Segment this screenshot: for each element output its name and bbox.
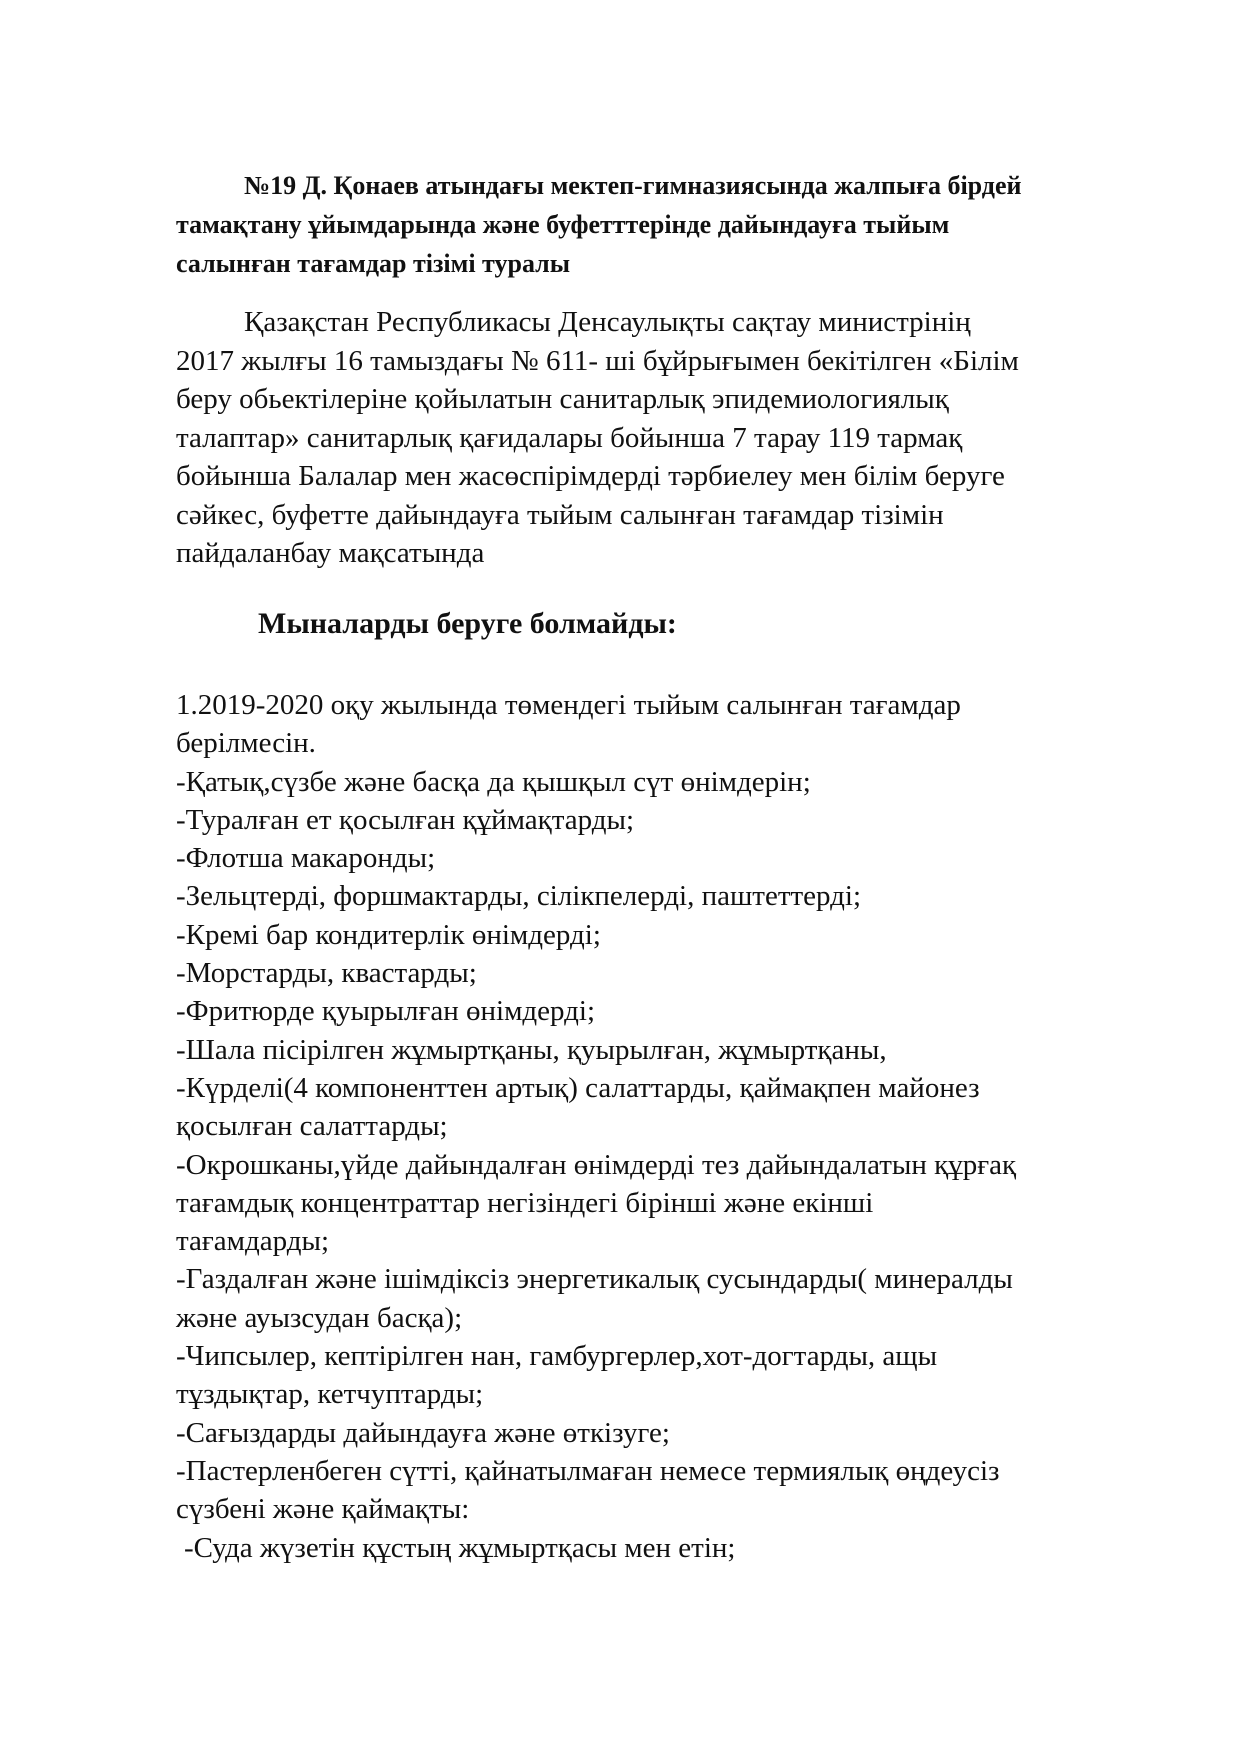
list-item: -Чипсылер, кептірілген нан, гамбургерлер,хот-догтарды, ащы	[176, 1340, 938, 1373]
list-item: -Флотша макаронды;	[176, 842, 436, 875]
title-line: салынған тағамдар тізімі туралы	[176, 249, 571, 278]
list-item: -Туралған ет қосылған құймақтарды;	[176, 803, 635, 836]
list-item: -Окрошканы,үйде дайындалған өнімдерді тез дайындалатын құрғақ	[176, 1148, 1017, 1181]
list-item: тағамдық концентраттар негізіндегі бірінші және екінші	[176, 1186, 874, 1219]
list-item: тағамдарды;	[176, 1225, 330, 1258]
list-item: -Суда жүзетін құстың жұмыртқасы мен етін;	[184, 1531, 736, 1564]
intro-line: 2017 жылғы 16 тамыздағы № 611- ші бұйрығымен бекітілген «Білім	[176, 344, 1019, 377]
list-item: -Пастерленбеген сүтті, қайнатылмаған немесе термиялық өңдеусіз	[176, 1454, 1000, 1487]
list-item: -Фритюрде қуырылған өнімдерді;	[176, 995, 596, 1028]
list-item: қосылған салаттарды;	[176, 1110, 448, 1143]
intro-paragraph	[176, 303, 1176, 573]
list-item: -Шала пісірілген жұмыртқаны, қуырылған, жұмыртқаны,	[176, 1033, 887, 1066]
document-title	[176, 166, 1156, 283]
intro-line: талаптар» санитарлық қағидалары бойынша 7 тарау 119 тармақ	[176, 421, 963, 454]
list-item: берілмесін.	[176, 727, 316, 760]
list-item: -Күрделі(4 компоненттен артық) салаттарды, қаймақпен майонез	[176, 1071, 980, 1104]
intro-line: беру обьектілеріне қойылатын санитарлық эпидемиологиялық	[176, 383, 949, 415]
list-item: сүзбені және қаймақты:	[176, 1493, 470, 1526]
list-item: -Қатық,сүзбе және басқа да қышқыл сүт өнімдерін;	[176, 765, 811, 798]
title-line: №19 Д. Қонаев атындағы мектеп-гимназиясында жалпыға бірдей	[244, 171, 1022, 200]
list-item: 1.2019-2020 оқу жылында төмендегі тыйым салынған тағамдар	[176, 689, 961, 721]
list-item: -Газдалған және ішімдіксіз энергетикалық сусындарды( минералды	[176, 1263, 1013, 1296]
list-item: -Зельцтерді, форшмактарды, сілікпелерді, паштеттерді;	[176, 880, 862, 913]
title-line: тамақтану ұйымдарында және буфетттерінде дайындауға тыйым	[176, 210, 950, 239]
list-item: тұздықтар, кетчуптарды;	[176, 1378, 484, 1411]
prohibited-food-list	[176, 686, 1186, 1567]
intro-line: пайдаланбау мақсатында	[176, 537, 485, 569]
intro-line: бойынша Балалар мен жасөспірімдерді тәрбиелеу мен білім беруге	[176, 460, 1005, 492]
list-item: және ауызсудан басқа);	[176, 1301, 463, 1334]
intro-line: Қазақстан Республикасы Денсаулықты сақтау министрінің	[244, 306, 971, 338]
section-heading: Мыналарды беруге болмайды:	[258, 607, 677, 640]
intro-line: сәйкес, буфетте дайындауға тыйым салынған тағамдар тізімін	[176, 498, 944, 531]
list-item: -Кремі бар кондитерлік өнімдерді;	[176, 918, 601, 951]
list-item: -Сағыздарды дайындауға және өткізуге;	[176, 1416, 670, 1449]
list-item: -Морстарды, квастарды;	[176, 957, 477, 990]
